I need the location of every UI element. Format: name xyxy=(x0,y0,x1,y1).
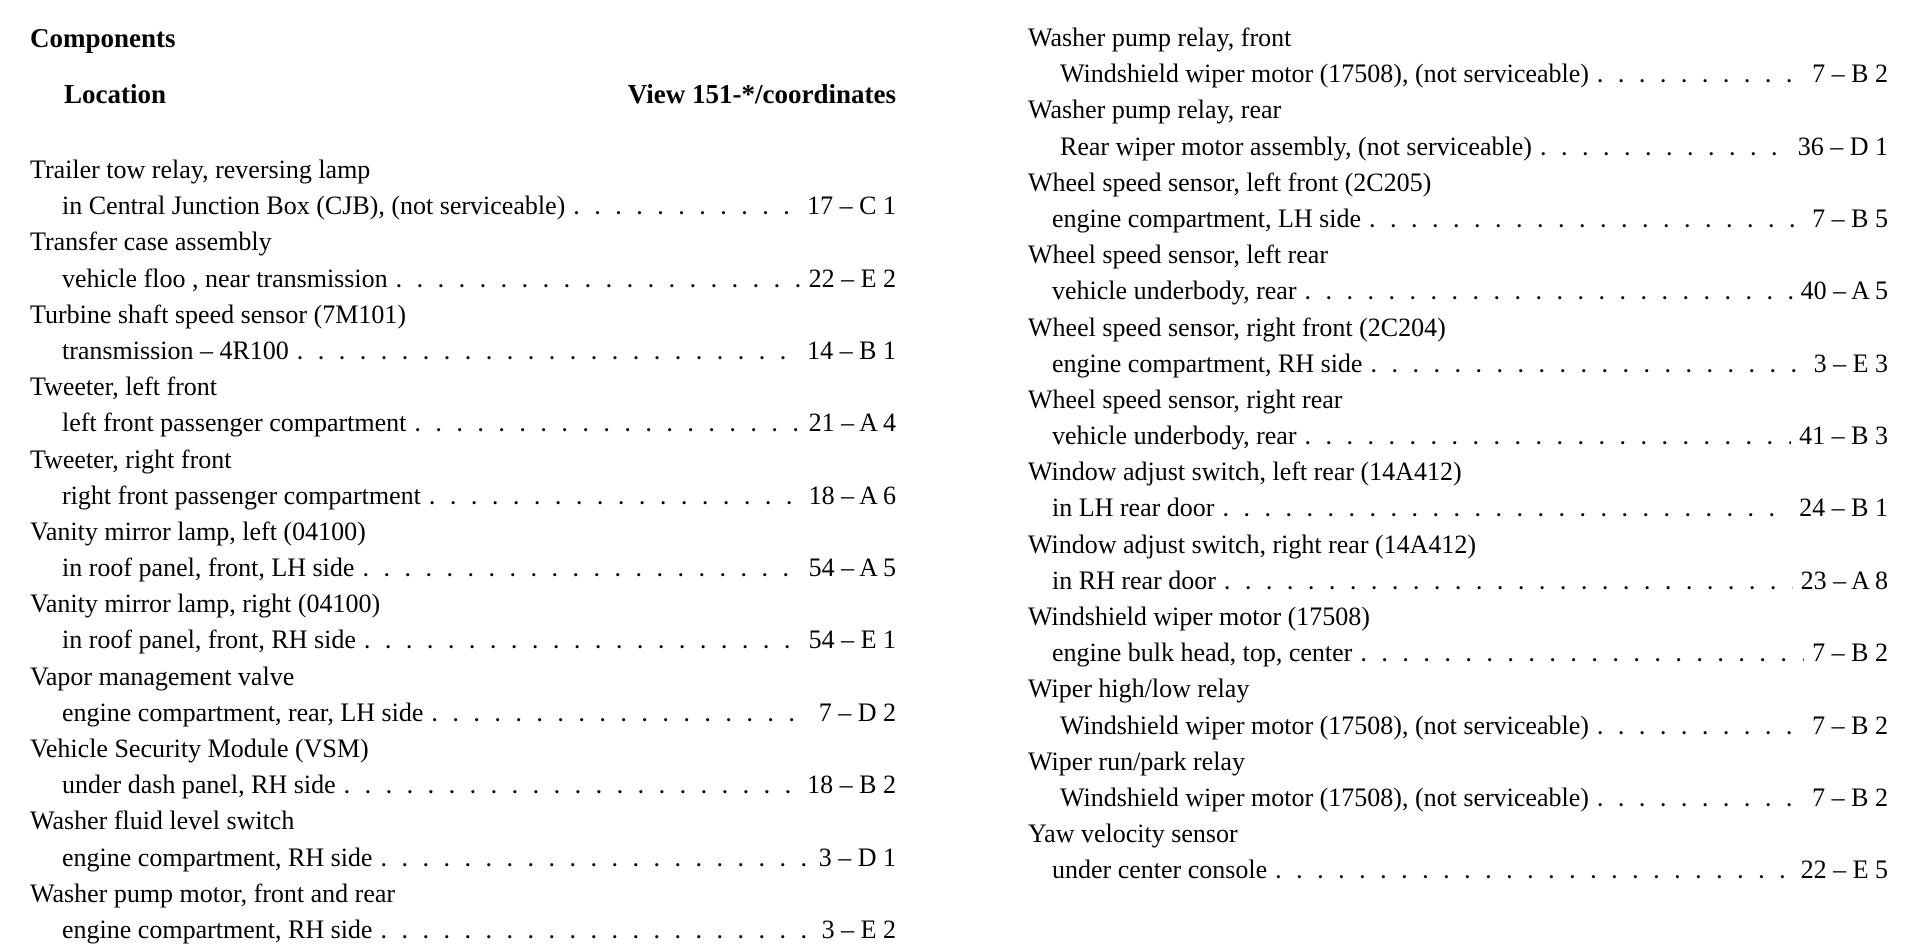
dot-leader xyxy=(1597,708,1804,744)
dot-leader xyxy=(1275,852,1792,888)
component-coordinate: 36 – D 1 xyxy=(1797,131,1888,161)
component-location: vehicle floo , near transmission xyxy=(62,263,388,293)
component-location: in roof panel, front, RH side xyxy=(62,625,356,655)
component-location: engine compartment, RH side xyxy=(62,914,373,944)
component-entry xyxy=(1028,744,1888,816)
component-coordinate: 7 – B 2 xyxy=(1812,782,1888,812)
component-entry xyxy=(1028,671,1888,743)
component-coordinate: 18 – A 6 xyxy=(808,480,896,510)
component-coordinate: 14 – B 1 xyxy=(807,335,896,365)
component-location: vehicle underbody, rear xyxy=(1052,276,1297,306)
component-location-row xyxy=(1028,129,1888,165)
component-location-row xyxy=(1028,201,1888,237)
component-entry xyxy=(30,803,896,875)
dot-leader xyxy=(1304,418,1791,454)
component-entry xyxy=(30,224,896,296)
component-coordinate: 22 – E 5 xyxy=(1800,855,1888,885)
component-entry xyxy=(30,876,896,948)
dot-leader xyxy=(1540,129,1790,165)
component-location-row xyxy=(30,188,896,224)
component-entry xyxy=(30,514,896,586)
component-coordinate: 18 – B 2 xyxy=(807,770,896,800)
component-location: under dash panel, RH side xyxy=(62,770,336,800)
component-entry xyxy=(1028,816,1888,888)
component-name: Turbine shaft speed sensor (7M101) xyxy=(30,299,406,329)
component-name: Wiper run/park relay xyxy=(1028,746,1245,776)
component-coordinate: 41 – B 3 xyxy=(1799,421,1888,451)
component-entry xyxy=(1028,20,1888,92)
dot-leader xyxy=(1360,635,1804,671)
component-entry xyxy=(30,586,896,658)
dot-leader xyxy=(1224,563,1793,599)
section-title: Components xyxy=(30,23,176,53)
component-name: Windshield wiper motor (17508) xyxy=(1028,602,1370,631)
dot-leader xyxy=(344,767,799,803)
component-location: Windshield wiper motor (17508), (not serviceable) xyxy=(1060,710,1589,740)
component-location: Windshield wiper motor (17508), (not serviceable) xyxy=(1060,782,1589,812)
component-name: Yaw velocity sensor xyxy=(1028,819,1238,849)
component-location-row xyxy=(30,478,896,514)
component-location: Rear wiper motor assembly, (not serviceable) xyxy=(1060,131,1532,161)
component-entry xyxy=(30,297,896,369)
component-entry xyxy=(30,442,896,514)
component-entry xyxy=(1028,382,1888,454)
component-entry xyxy=(30,659,896,731)
component-name: Washer pump relay, rear xyxy=(1028,95,1282,125)
component-entry xyxy=(1028,237,1888,309)
dot-leader xyxy=(1222,490,1791,526)
component-name: Transfer case assembly xyxy=(30,227,272,257)
component-name: Wheel speed sensor, left rear xyxy=(1028,240,1328,270)
component-name: Trailer tow relay, reversing lamp xyxy=(30,155,371,184)
component-name: Washer pump motor, front and rear xyxy=(30,878,396,908)
component-entry xyxy=(1028,92,1888,164)
component-name: Wheel speed sensor, right front (2C204) xyxy=(1028,312,1446,342)
dot-leader xyxy=(1304,273,1792,309)
dot-leader xyxy=(362,550,800,586)
component-coordinate: 7 – B 5 xyxy=(1812,203,1888,233)
dot-leader xyxy=(380,912,813,948)
component-name: Tweeter, right front xyxy=(30,444,232,474)
component-location: in RH rear door xyxy=(1052,565,1216,595)
component-coordinate: 22 – E 2 xyxy=(808,263,896,293)
component-coordinate: 54 – A 5 xyxy=(808,553,896,583)
dot-leader xyxy=(429,478,801,514)
component-name: Wheel speed sensor, right rear xyxy=(1028,384,1343,414)
component-location-row xyxy=(1028,708,1888,744)
component-location: engine compartment, RH side xyxy=(62,842,373,872)
component-location: under center console xyxy=(1052,855,1268,885)
component-location-row xyxy=(1028,780,1888,816)
component-location: engine compartment, rear, LH side xyxy=(62,697,424,727)
component-location-row xyxy=(1028,490,1888,526)
component-location-row xyxy=(1028,56,1888,92)
component-location-row xyxy=(30,695,896,731)
component-location-row xyxy=(30,550,896,586)
component-name: Window adjust switch, right rear (14A412) xyxy=(1028,529,1477,559)
dot-leader xyxy=(431,695,810,731)
component-location: left front passenger compartment xyxy=(62,408,407,438)
component-name: Wiper high/low relay xyxy=(1028,674,1250,704)
component-name: Washer fluid level switch xyxy=(30,806,295,836)
dot-leader xyxy=(1597,56,1804,92)
dot-leader xyxy=(396,261,801,297)
component-location: in LH rear door xyxy=(1052,493,1215,523)
component-entry xyxy=(1028,599,1888,671)
component-coordinate: 23 – A 8 xyxy=(1800,565,1888,595)
component-location-row xyxy=(30,767,896,803)
component-location: transmission – 4R100 xyxy=(62,335,289,365)
component-entry xyxy=(1028,454,1888,526)
component-entry xyxy=(30,731,896,803)
component-location-row xyxy=(1028,635,1888,671)
dot-leader xyxy=(380,840,810,876)
location-header: Location xyxy=(64,79,167,109)
right-entry-list xyxy=(1028,20,1888,889)
component-entry xyxy=(1028,165,1888,237)
component-name: Vanity mirror lamp, left (04100) xyxy=(30,516,366,546)
component-location: Windshield wiper motor (17508), (not serviceable) xyxy=(1060,59,1589,89)
component-coordinate: 21 – A 4 xyxy=(808,408,896,438)
component-name: Vapor management valve xyxy=(30,661,295,691)
component-name: Window adjust switch, left rear (14A412) xyxy=(1028,457,1462,487)
dot-leader xyxy=(1597,780,1804,816)
component-entry xyxy=(30,369,896,441)
component-coordinate: 24 – B 1 xyxy=(1799,493,1888,523)
component-location-row xyxy=(30,622,896,658)
component-coordinate: 3 – E 3 xyxy=(1813,348,1888,378)
component-entry xyxy=(1028,310,1888,382)
component-location-row xyxy=(30,261,896,297)
component-location-row xyxy=(1028,273,1888,309)
component-location: engine bulk head, top, center xyxy=(1052,638,1353,668)
dot-leader xyxy=(573,188,799,224)
component-location: engine compartment, LH side xyxy=(1052,203,1362,233)
component-coordinate: 7 – B 2 xyxy=(1812,638,1888,668)
component-location-row xyxy=(1028,563,1888,599)
component-location-row xyxy=(1028,852,1888,888)
view-coordinates-header: View 151-*/coordinates xyxy=(627,79,896,109)
component-location-row xyxy=(30,912,896,948)
component-coordinate: 3 – D 1 xyxy=(818,842,896,872)
component-location: vehicle underbody, rear xyxy=(1052,421,1297,451)
dot-leader xyxy=(297,333,799,369)
dot-leader xyxy=(1370,346,1805,382)
component-location: in roof panel, front, LH side xyxy=(62,553,355,583)
component-location: in Central Junction Box (CJB), (not serviceable) xyxy=(62,191,566,221)
component-name: Tweeter, left front xyxy=(30,372,217,402)
component-name: Vehicle Security Module (VSM) xyxy=(30,734,369,763)
dot-leader xyxy=(414,405,800,441)
dot-leader xyxy=(364,622,801,658)
component-name: Washer pump relay, front xyxy=(1028,23,1292,52)
component-coordinate: 7 – B 2 xyxy=(1812,710,1888,740)
component-coordinate: 7 – B 2 xyxy=(1812,59,1888,89)
dot-leader xyxy=(1369,201,1804,237)
component-coordinate: 7 – D 2 xyxy=(818,697,896,727)
component-coordinate: 3 – E 2 xyxy=(821,914,896,944)
component-location-row xyxy=(1028,346,1888,382)
component-coordinate: 54 – E 1 xyxy=(808,625,896,655)
component-location-row xyxy=(30,333,896,369)
component-coordinate: 17 – C 1 xyxy=(807,191,896,221)
component-location-row xyxy=(30,840,896,876)
component-location-row xyxy=(30,405,896,441)
component-name: Wheel speed sensor, left front (2C205) xyxy=(1028,167,1432,197)
component-location-row xyxy=(1028,418,1888,454)
component-coordinate: 40 – A 5 xyxy=(1800,276,1888,306)
component-location: engine compartment, RH side xyxy=(1052,348,1363,378)
component-entry xyxy=(30,152,896,224)
component-entry xyxy=(1028,527,1888,599)
left-entry-list xyxy=(30,152,896,948)
component-location: right front passenger compartment xyxy=(62,480,421,510)
component-name: Vanity mirror lamp, right (04100) xyxy=(30,589,381,619)
